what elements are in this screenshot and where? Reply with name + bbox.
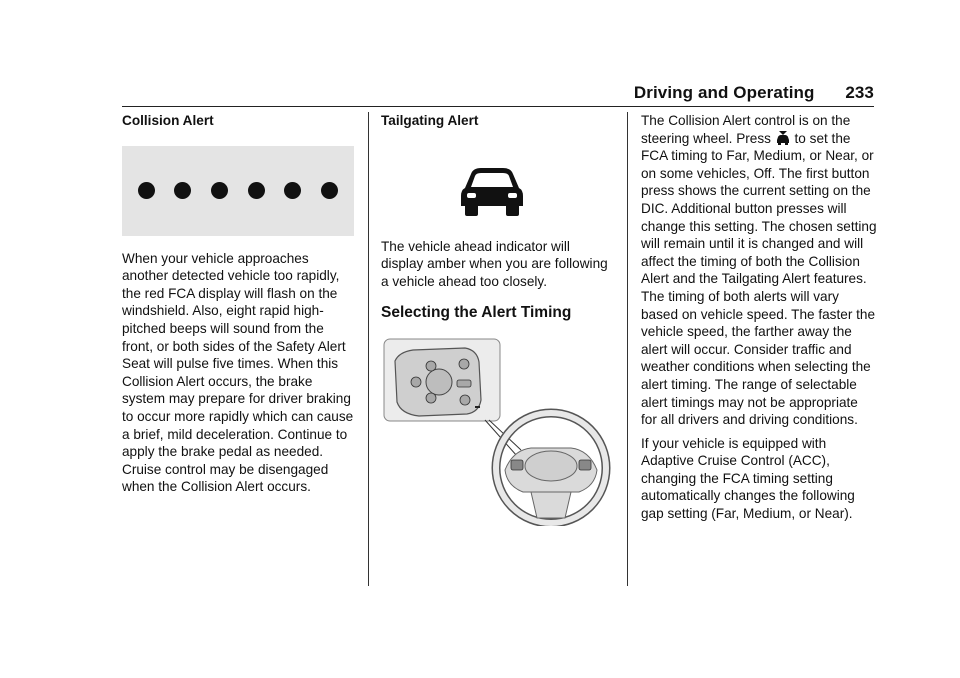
column-divider-2 [627, 112, 628, 586]
alert-timing-heading: Selecting the Alert Timing [381, 304, 572, 322]
header-rule [122, 106, 874, 107]
fca-dot [248, 182, 265, 199]
column-1 [122, 112, 358, 496]
alert-control-text-after: to set the FCA timing to Far, Medium, or Near, or on some vehicles, Off. The first button press shows the current setting on the DIC. Additional button presses will change this setting. The chosen setting will remain until it is changed and will affect the timing of both the Collision Alert and the Tailgating Alert features. The timing of both alerts will vary based on vehicle speed. The faster the vehicle speed, the farther away the alert will occur. Consider traffic and weather conditions when selecting the alert timing. The range of selectable alert timings may not be appropriate for all drivers and driving conditions. [641, 130, 877, 428]
alert-control-paragraph [641, 112, 877, 429]
page-header [634, 83, 874, 103]
collision-alert-heading: Collision Alert [122, 113, 214, 128]
fca-dot [138, 182, 155, 199]
tailgating-alert-paragraph: The vehicle ahead indicator will display amber when you are following a vehicle ahead too closely. [381, 238, 608, 289]
collision-alert-paragraph: When your vehicle approaches another detected vehicle too rapidly, the red FCA display will flash on the windshield. Also, eight rapid high-pitched beeps will sound from the front, or both sides of the Safety Alert Seat will pulse five times. When this Collision Alert occurs, the brake system may prepare for driver braking to occur more rapidly which can cause a brief, mild deceleration. Continue to apply the brake pedal as needed. Cruise control may be disengaged when the Collision Alert occurs. [122, 250, 354, 495]
page-number: 233 [845, 83, 874, 102]
fca-dot [174, 182, 191, 199]
fca-display-illustration [122, 146, 354, 236]
steering-wheel-controls-illustration [381, 336, 613, 526]
fca-dot [321, 182, 338, 199]
acc-paragraph: If your vehicle is equipped with Adaptive Cruise Control (ACC), changing the FCA timing setting automatically changes the following gap setting (Far, Medium, or Near). [641, 435, 855, 522]
alert-control-text-before: The Collision Alert control is on the steering wheel. Press [641, 113, 851, 146]
fca-dot [284, 182, 301, 199]
fca-dot [211, 182, 228, 199]
section-title: Driving and Operating [633, 83, 815, 102]
vehicle-ahead-icon [457, 166, 527, 216]
column-divider-1 [368, 112, 369, 586]
collision-alert-timing-icon [775, 130, 791, 145]
column-3 [641, 112, 877, 523]
tailgating-alert-heading: Tailgating Alert [381, 113, 479, 128]
column-2 [381, 112, 611, 526]
